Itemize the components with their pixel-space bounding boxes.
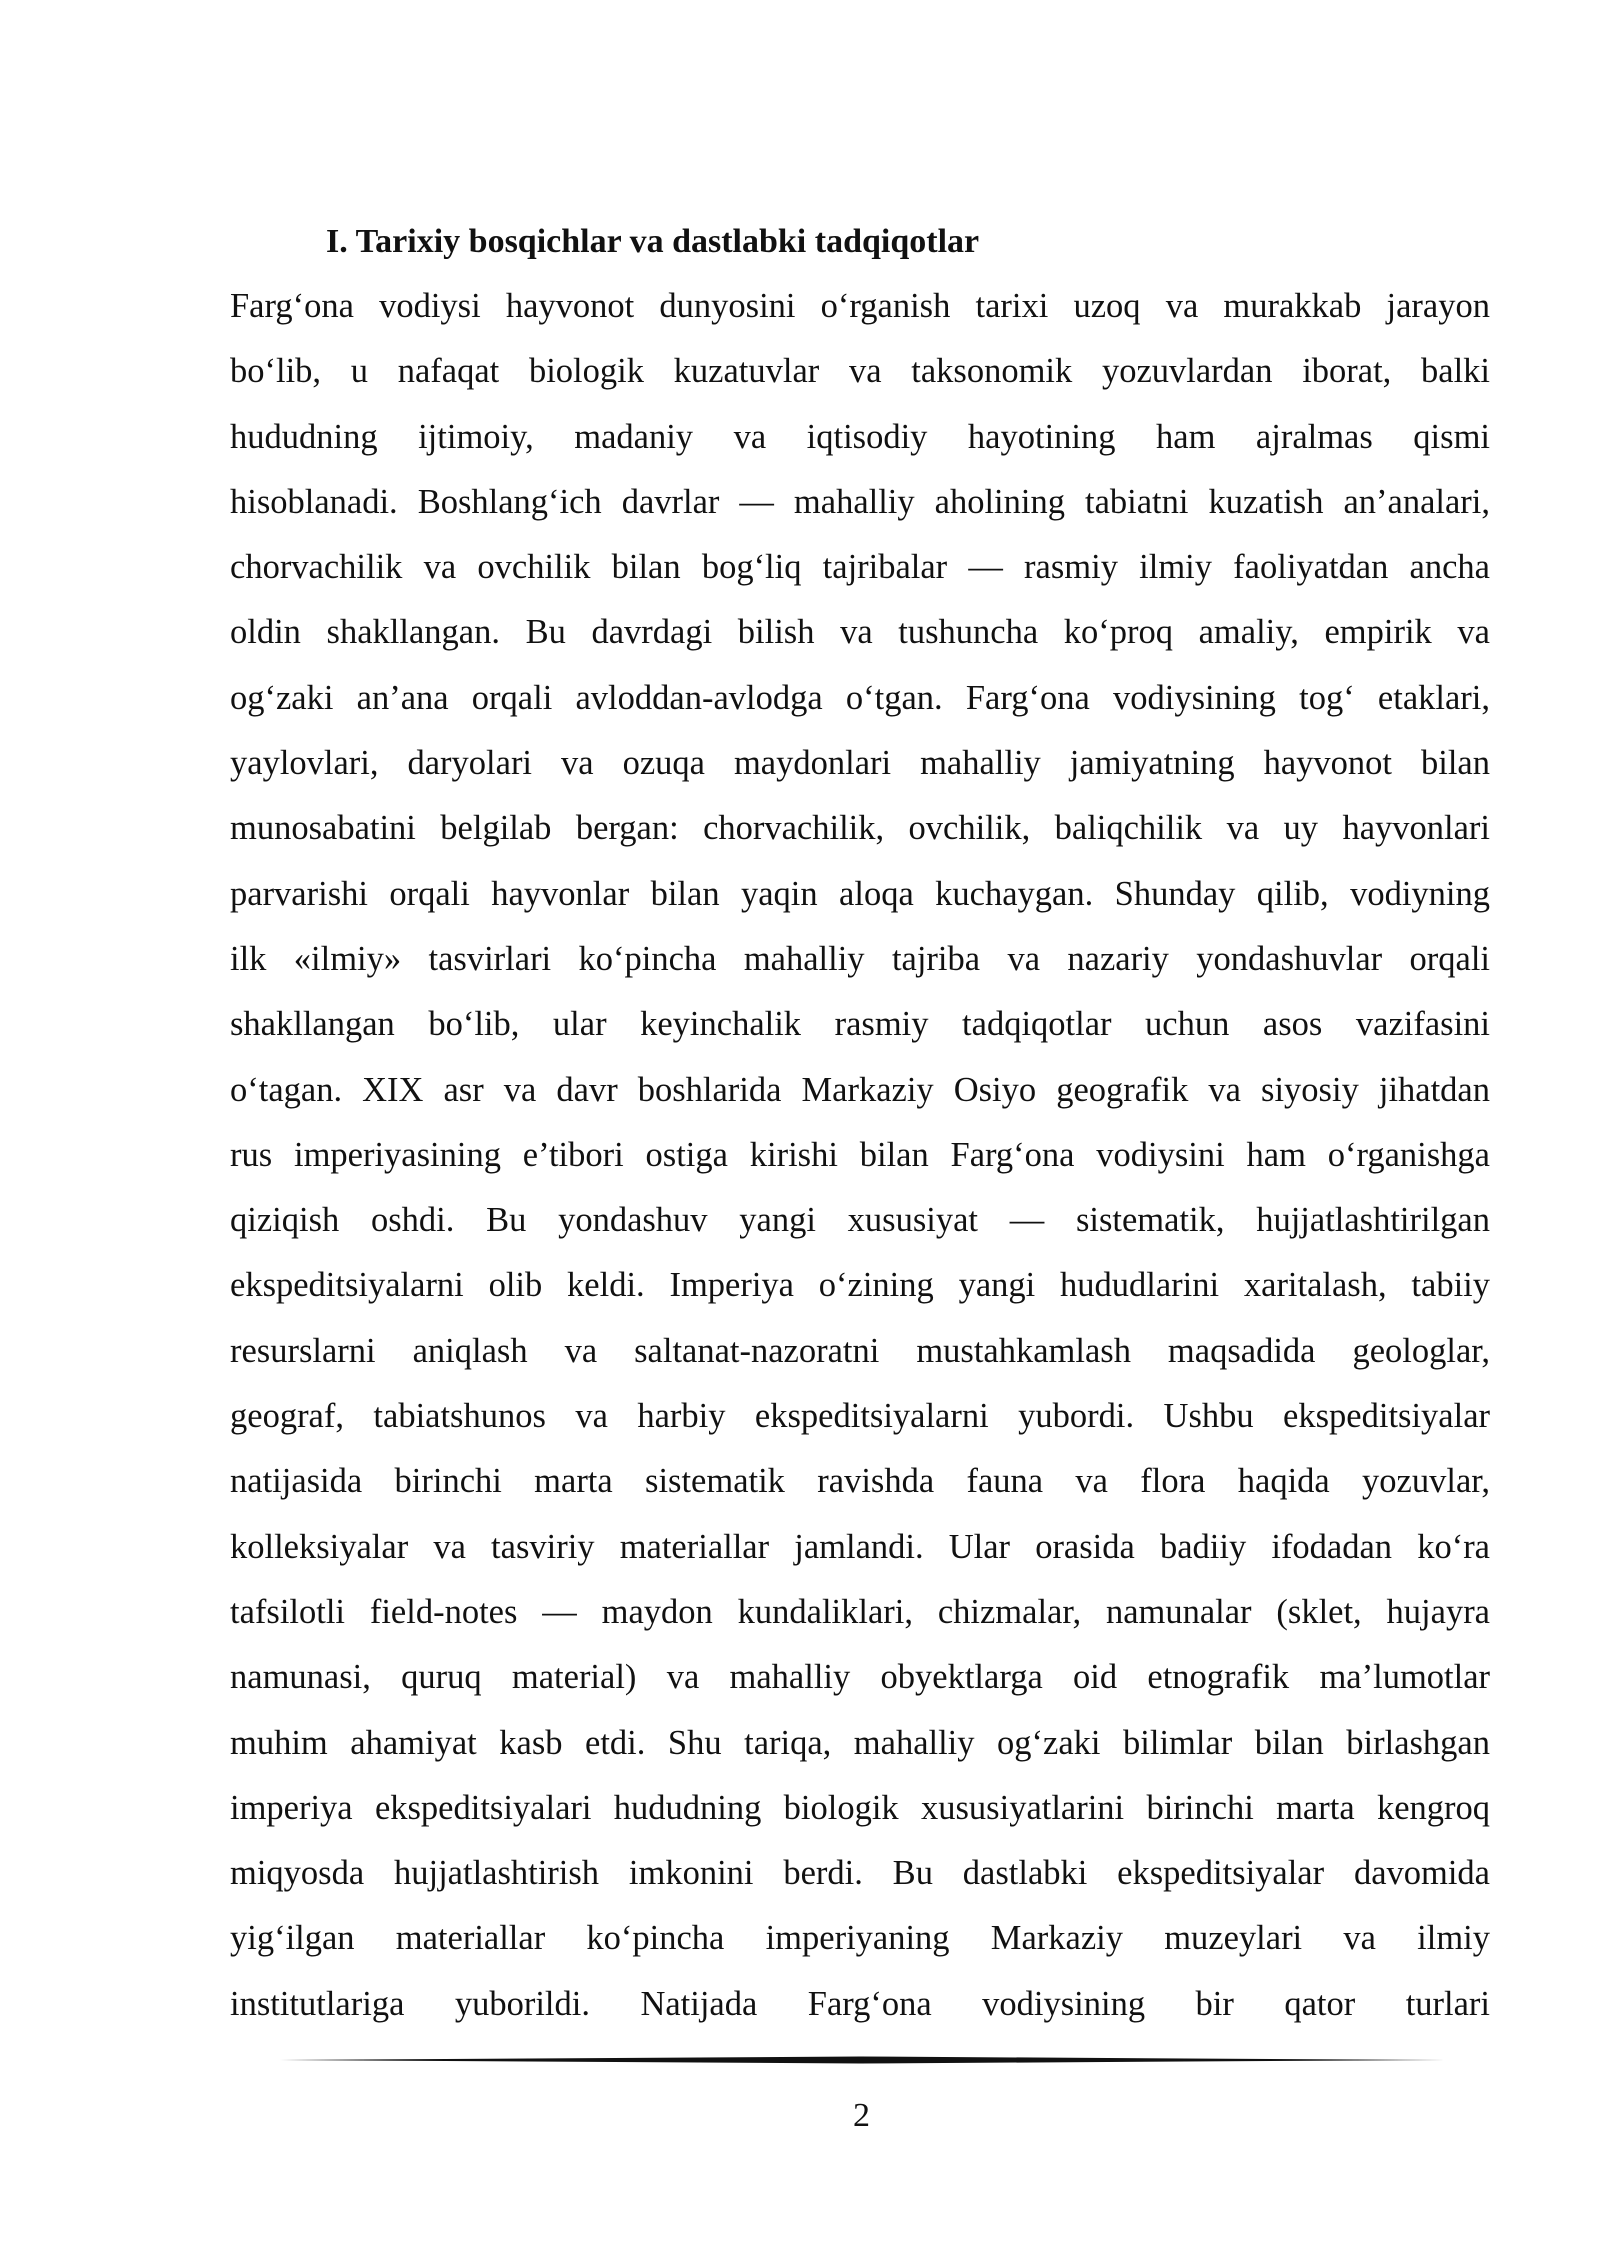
text-line: oldin shakllangan. Bu davrdagi bilish va tushuncha ko‘proq amaliy, empirik va <box>230 613 1490 652</box>
text-line: yig‘ilgan materiallar ko‘pincha imperiyaning Markaziy muzeylari va ilmiy <box>230 1919 1490 1958</box>
text-line: og‘zaki an’ana orqali avloddan-avlodga o‘tgan. Farg‘ona vodiysining tog‘ etaklari, <box>230 678 1490 717</box>
text-line: namunasi, quruq material) va mahalliy obyektlarga oid etnografik ma’lumotlar <box>230 1658 1490 1697</box>
text-line: chorvachilik va ovchilik bilan bog‘liq tajribalar — rasmiy ilmiy faoliyatdan ancha <box>230 548 1490 587</box>
text-line: tafsilotli field-notes — maydon kundaliklari, chizmalar, namunalar (sklet, hujayra <box>230 1592 1490 1631</box>
text-line: qiziqish oshdi. Bu yondashuv yangi xususiyat — sistematik, hujjatlashtirilgan <box>230 1201 1490 1240</box>
page-number: 2 <box>853 2097 870 2134</box>
text-line: resurslarni aniqlash va saltanat-nazoratni mustahkamlash maqsadida geologlar, <box>230 1331 1490 1370</box>
footer-divider <box>280 2055 1445 2065</box>
text-line: ilk «ilmiy» tasvirlari ko‘pincha mahalliy tajriba va nazariy yondashuvlar orqali <box>230 939 1490 978</box>
text-line: munosabatini belgilab bergan: chorvachilik, ovchilik, baliqchilik va uy hayvonlari <box>230 809 1490 848</box>
text-line: geograf, tabiatshunos va harbiy ekspeditsiyalarni yubordi. Ushbu ekspeditsiyalar <box>230 1397 1490 1436</box>
text-line: imperiya ekspeditsiyalari hududning biologik xususiyatlarini birinchi marta kengroq <box>230 1788 1490 1827</box>
text-line: hududning ijtimoiy, madaniy va iqtisodiy hayotining ham ajralmas qismi <box>230 417 1490 456</box>
text-line: o‘tagan. XIX asr va davr boshlarida Markaziy Osiyo geografik va siyosiy jihatdan <box>230 1070 1490 1109</box>
body-paragraph <box>230 280 1490 2043</box>
text-line: natijasida birinchi marta sistematik ravishda fauna va flora haqida yozuvlar, <box>230 1462 1490 1501</box>
text-line: bo‘lib, u nafaqat biologik kuzatuvlar va taksonomik yozuvlardan iborat, balki <box>230 352 1490 391</box>
text-line: rus imperiyasining e’tibori ostiga kirishi bilan Farg‘ona vodiysini ham o‘rganishga <box>230 1135 1490 1174</box>
text-line: hisoblanadi. Boshlang‘ich davrlar — mahalliy aholining tabiatni kuzatish an’analari, <box>230 482 1490 521</box>
text-line: kolleksiyalar va tasviriy materiallar jamlandi. Ular orasida badiiy ifodadan ko‘ra <box>230 1527 1490 1566</box>
text-line: yaylovlari, daryolari va ozuqa maydonlari mahalliy jamiyatning hayvonot bilan <box>230 744 1490 783</box>
text-line: Farg‘ona vodiysi hayvonot dunyosini o‘rganish tarixi uzoq va murakkab jarayon <box>230 287 1490 325</box>
section-heading: I. Tarixiy bosqichlar va dastlabki tadqiqotlar <box>326 223 980 260</box>
text-line: shakllangan bo‘lib, ular keyinchalik rasmiy tadqiqotlar uchun asos vazifasini <box>230 1005 1490 1044</box>
text-line: miqyosda hujjatlashtirish imkonini berdi. Bu dastlabki ekspeditsiyalar davomida <box>230 1854 1490 1893</box>
text-line: muhim ahamiyat kasb etdi. Shu tariqa, mahalliy og‘zaki bilimlar bilan birlashgan <box>230 1723 1490 1762</box>
text-line: ekspeditsiyalarni olib keldi. Imperiya o‘zining yangi hududlarini xaritalash, tabiiy <box>230 1266 1490 1305</box>
text-line: institutlariga yuborildi. Natijada Farg‘ona vodiysining bir qator turlari <box>230 1984 1490 2023</box>
text-line: parvarishi orqali hayvonlar bilan yaqin aloqa kuchaygan. Shunday qilib, vodiyning <box>230 874 1490 913</box>
